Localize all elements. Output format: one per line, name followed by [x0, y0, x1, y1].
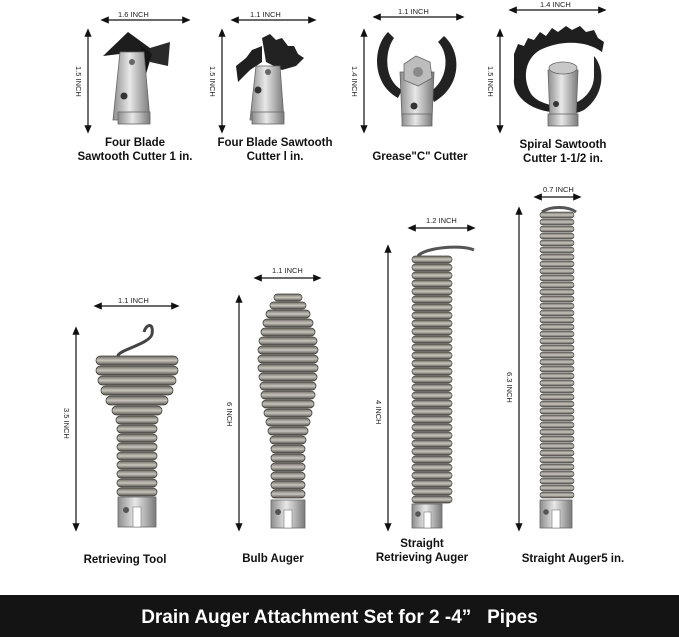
width-label: 1.4 INCH	[540, 0, 571, 9]
item-name-line1: Straight	[400, 538, 444, 550]
spiral-sawtooth-icon	[514, 26, 604, 126]
item-name-line1: Spiral Sawtooth	[519, 139, 607, 151]
retrieving-tool-icon	[96, 326, 178, 528]
item-name	[355, 150, 485, 164]
four-blade-cutter-icon	[103, 32, 170, 124]
item-name	[498, 138, 628, 166]
width-label: 1.1 INCH	[272, 266, 303, 275]
item-name-line1: Grease"C" Cutter	[372, 151, 468, 163]
height-label: 4 INCH	[374, 400, 383, 425]
item-name-line2: Retrieving Auger	[375, 552, 469, 564]
height-label: 1.5 INCH	[208, 66, 217, 97]
banner-title: Drain Auger Attachment Set for 2 -4” Pipes	[141, 607, 538, 628]
item-name	[60, 553, 190, 567]
width-label: 1.1 INCH	[118, 296, 149, 305]
item-name-line1: Bulb Auger	[242, 553, 304, 565]
width-label: 1.1 INCH	[250, 10, 281, 19]
item-name	[498, 552, 648, 566]
height-label: 6.3 INCH	[505, 372, 514, 403]
item-name-line1: Straight Auger5 in.	[521, 553, 625, 565]
width-label: 1.1 INCH	[398, 7, 429, 16]
item-name	[208, 552, 338, 566]
four-blade-sawtooth-icon	[236, 34, 304, 124]
width-label: 1.6 INCH	[118, 10, 149, 19]
item-name-line1: Four Blade Sawtooth	[217, 137, 333, 149]
item-name	[357, 537, 487, 565]
straight-auger-icon	[540, 208, 576, 529]
item-name	[210, 136, 340, 164]
grease-c-cutter-icon	[377, 32, 456, 126]
height-label: 6 INCH	[225, 402, 234, 427]
height-label: 3.5 INCH	[62, 408, 71, 439]
height-label: 1.4 INCH	[350, 66, 359, 97]
item-name	[70, 136, 200, 164]
item-name-line2: Cutter l in.	[246, 151, 304, 163]
item-name-line1: Four Blade	[104, 137, 166, 149]
item-name-line2: Sawtooth Cutter 1 in.	[77, 151, 193, 163]
item-name-line1: Retrieving Tool	[83, 554, 167, 566]
width-label: 1.2 INCH	[426, 216, 457, 225]
width-label: 0.7 INCH	[543, 185, 574, 194]
bulb-auger-icon	[258, 294, 318, 528]
height-label: 1.5 INCH	[74, 66, 83, 97]
item-name-line2: Cutter 1-1/2 in.	[523, 153, 603, 165]
height-label: 1.5 INCH	[486, 66, 495, 97]
straight-retrieving-auger-icon	[412, 247, 474, 528]
